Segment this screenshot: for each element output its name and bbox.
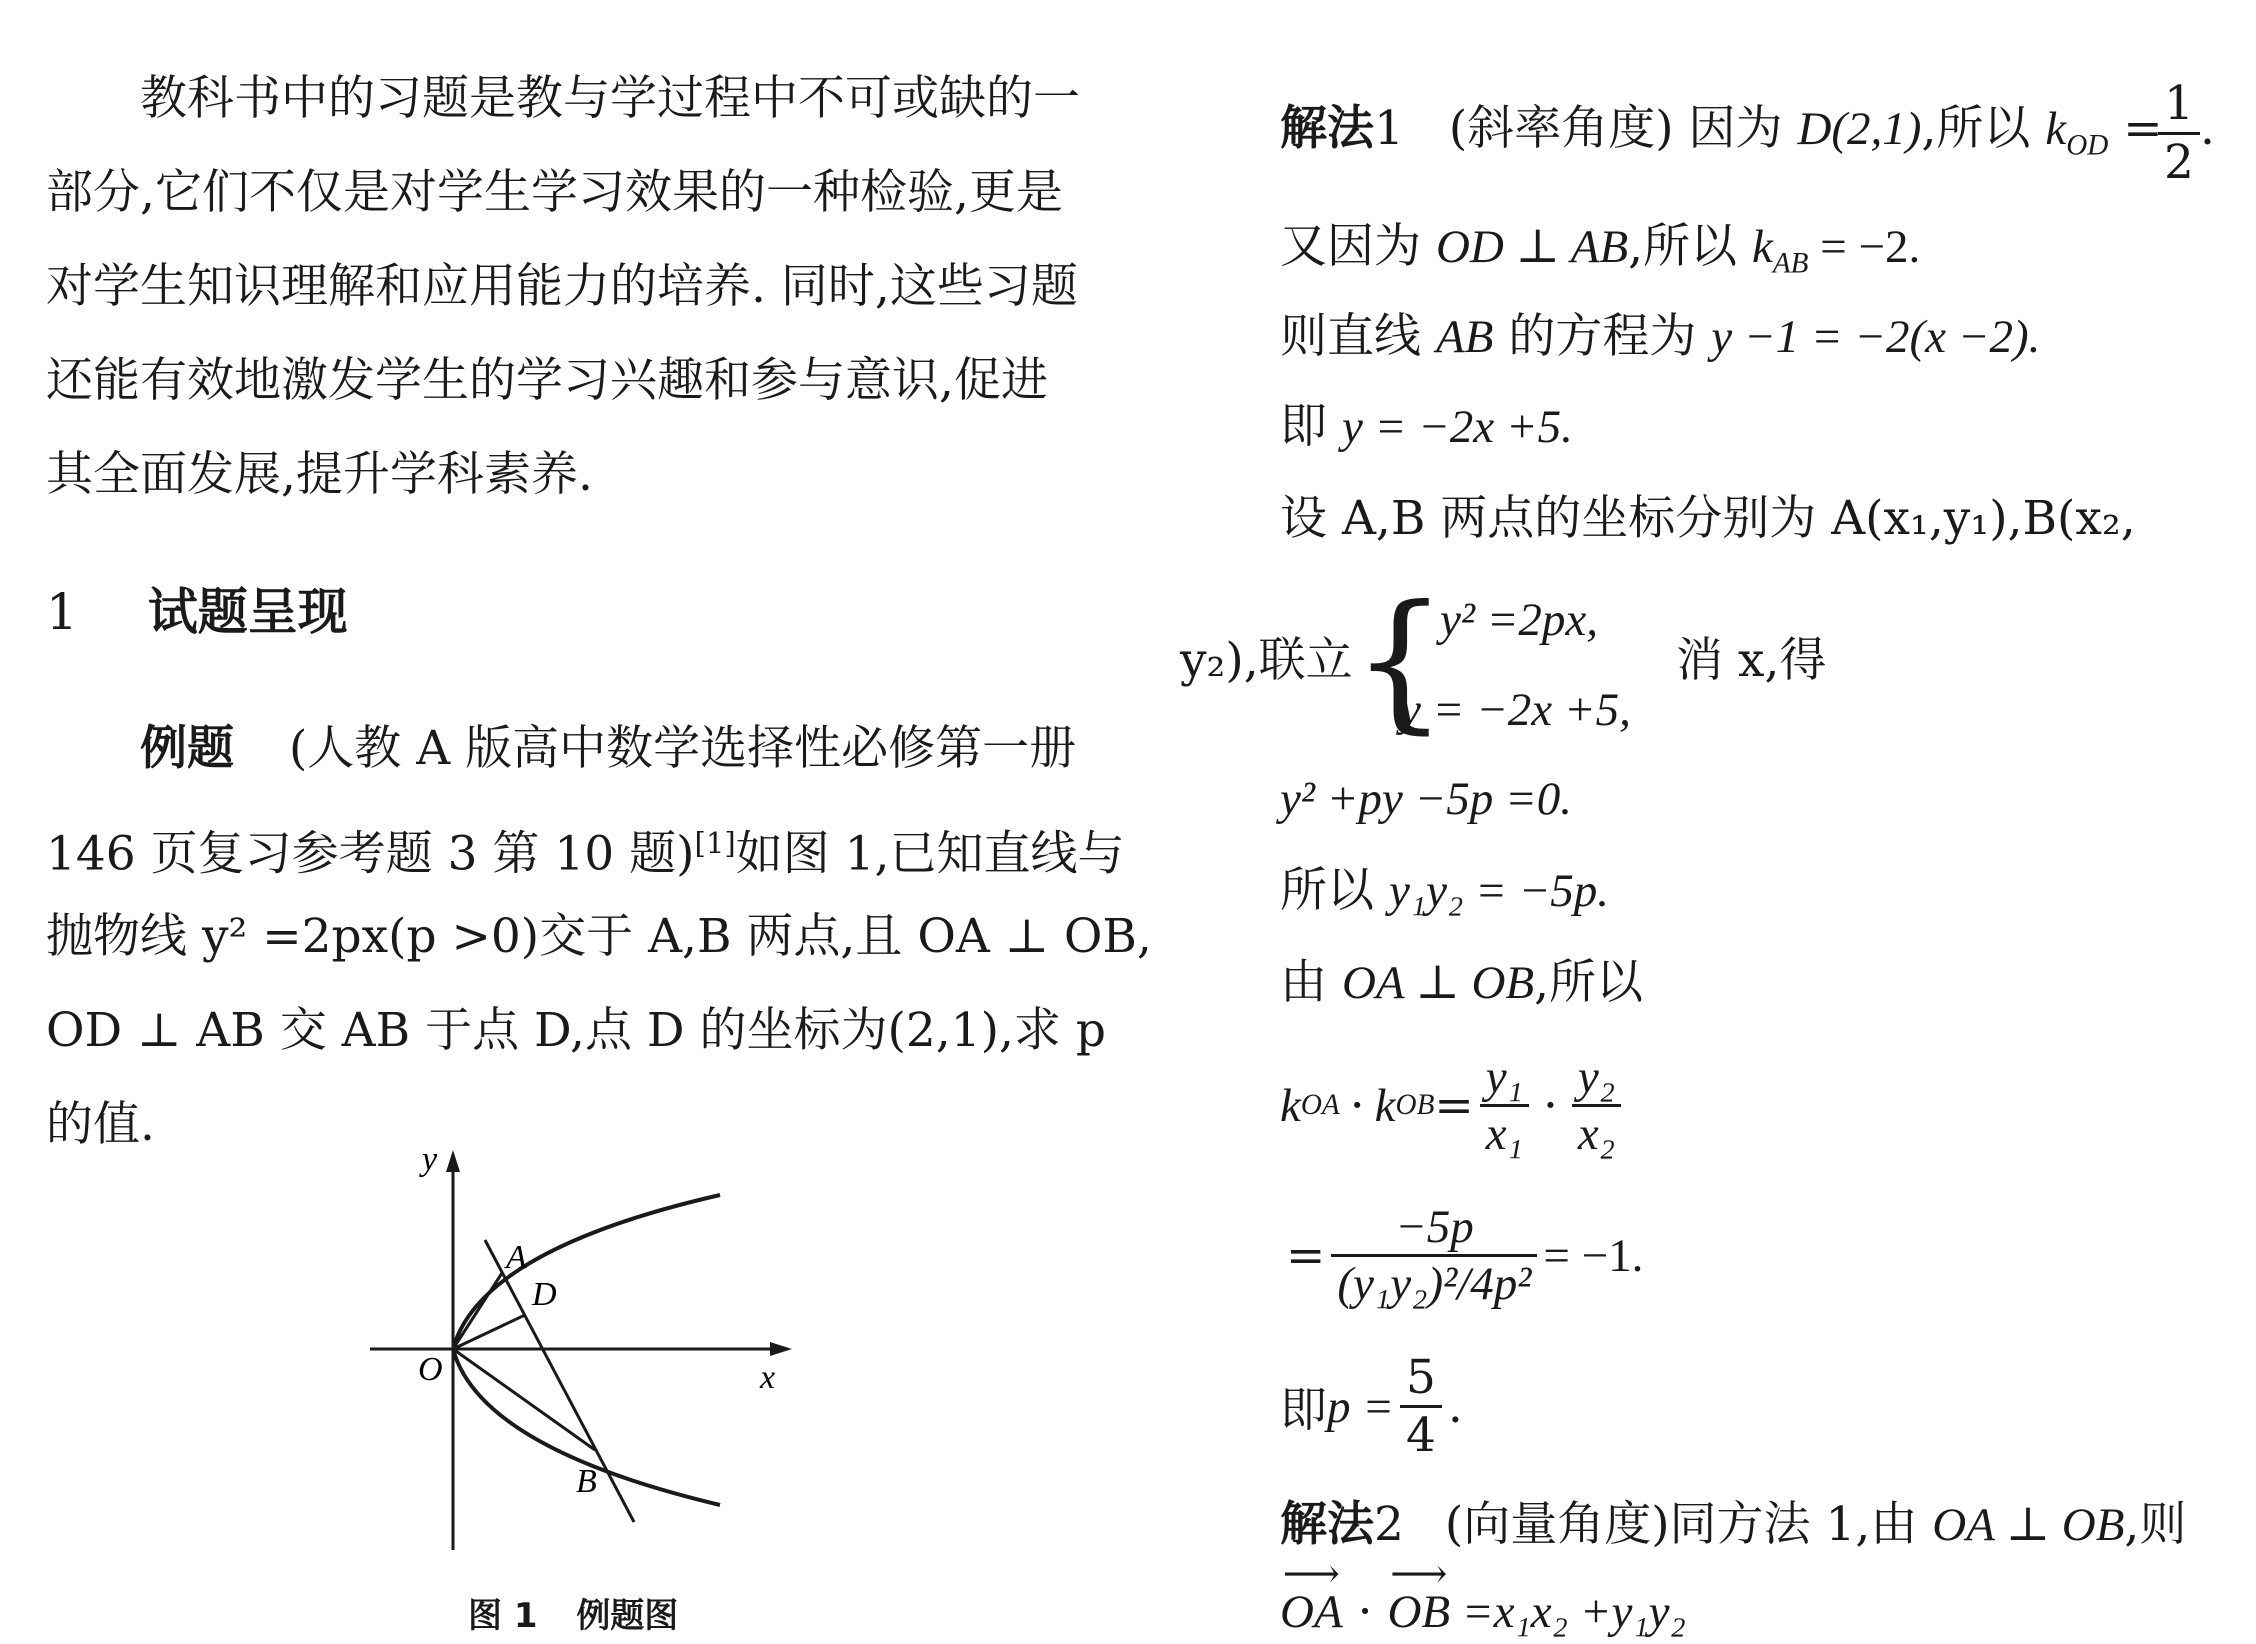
slope-k: k bbox=[2045, 103, 2067, 155]
p-value bbox=[1280, 1350, 1463, 1463]
equals-sign: = bbox=[1286, 1228, 1326, 1283]
label-d: D bbox=[532, 1276, 557, 1313]
math-expr: OA ⊥ OB bbox=[1341, 957, 1535, 1009]
solution1-line5: 设 A,B 两点的坐标分别为 A(x₁,y₁),B(x₂, bbox=[1280, 491, 2136, 546]
x-axis-arrow bbox=[770, 1342, 792, 1356]
solution2-heading: (向量角度)同方法 1,由 bbox=[1444, 1497, 1933, 1552]
solution1-line8 bbox=[1280, 844, 1609, 938]
line-equation: y −1 = −2(x −2). bbox=[1711, 311, 2041, 363]
math-expr: OA ⊥ OB bbox=[1932, 1499, 2125, 1551]
figure-caption bbox=[468, 1588, 678, 1637]
quadratic-equation: y² +py −5p =0. bbox=[1280, 773, 1572, 825]
fraction-numerator: 1 bbox=[2158, 76, 2200, 135]
slope-subscript: AB bbox=[1772, 247, 1809, 280]
line-ab bbox=[485, 1240, 634, 1522]
label-b: B bbox=[576, 1463, 597, 1500]
solution1-label: 解法 bbox=[1280, 101, 1374, 156]
example-line bbox=[140, 702, 1076, 796]
label-origin: O bbox=[418, 1351, 443, 1388]
slope-subscript: OA bbox=[1300, 1089, 1340, 1121]
dot-operator: · bbox=[1542, 1078, 1558, 1133]
solution-text: 即 bbox=[1280, 399, 1342, 454]
slope-subscript: OD bbox=[2066, 129, 2109, 162]
fraction-y2-x2: $\frac{\text{y₂}}{\text{x₂}}$ bbox=[1572, 1050, 1621, 1161]
section-number: 1 bbox=[46, 583, 78, 641]
example-text: 如图 1,已知直线与 bbox=[735, 826, 1125, 882]
solution1-line6b: 消 x,得 bbox=[1676, 633, 1827, 688]
vector-ob: ⟶ OB bbox=[1387, 1584, 1450, 1640]
solution2-label: 解法 bbox=[1280, 1497, 1374, 1552]
intro-line: 还能有效地激发学生的学习兴趣和参与意识,促进 bbox=[46, 353, 1048, 408]
label-x: x bbox=[760, 1359, 776, 1396]
solution1-line6a: y₂),联立 bbox=[1180, 633, 1353, 688]
example-text: 146 页复习参考题 3 第 10 题) bbox=[46, 826, 695, 882]
fraction-result bbox=[1286, 1200, 1643, 1311]
example-line: 抛物线 y² =2px(p >0)交于 A,B 两点,且 OA ⊥ OB, bbox=[46, 909, 1152, 964]
system-eq-1: y² =2px, bbox=[1440, 594, 1599, 646]
system-eq-2: y = −2x +5, bbox=[1400, 684, 1631, 736]
math-expr: = −2. bbox=[1808, 221, 1921, 273]
figure-caption-text: 例题图 bbox=[576, 1596, 679, 1636]
math-expr: OD ⊥ AB bbox=[1435, 221, 1629, 273]
solution2-number: 2 bbox=[1374, 1497, 1404, 1552]
intro-line: 其全面发展,提升学科素养. bbox=[46, 447, 593, 502]
solution-text: 则直线 bbox=[1280, 309, 1421, 364]
vector-dot-product bbox=[1280, 1584, 1686, 1640]
solution1-line4 bbox=[1280, 380, 1573, 474]
equals-sign: = bbox=[1434, 1078, 1474, 1133]
y-axis-arrow bbox=[446, 1150, 460, 1172]
solution1-number: 1 bbox=[1374, 101, 1404, 156]
intro-line: 教科书中的习题是教与学过程中不可或缺的一 bbox=[140, 71, 1080, 126]
solution-text: 所以 bbox=[1280, 863, 1389, 918]
slope-k: k bbox=[1374, 1079, 1396, 1132]
solution-text: ,所以 bbox=[1921, 101, 2031, 156]
period: . bbox=[1447, 1379, 1463, 1434]
math-expr: p = bbox=[1327, 1380, 1394, 1433]
solution-text: 又因为 bbox=[1280, 219, 1421, 274]
solution-text: 由 bbox=[1280, 955, 1342, 1010]
fraction-minus5p: $\frac{-5p}{\text{(y₁y₂)²/4p²}}$ bbox=[1331, 1200, 1537, 1311]
example-line: 的值. bbox=[46, 1097, 155, 1152]
slope-subscript: OB bbox=[1395, 1089, 1435, 1121]
example-line: OD ⊥ AB 交 AB 于点 D,点 D 的坐标为(2,1),求 p bbox=[46, 1003, 1106, 1058]
left-brace: { bbox=[1352, 574, 1448, 748]
section-title: 试题呈现 bbox=[147, 583, 348, 641]
dot-operator: · bbox=[1349, 1078, 1365, 1133]
slope-k: k bbox=[1280, 1079, 1301, 1132]
solution-text: 的方程为 bbox=[1493, 309, 1712, 364]
solution1-line1 bbox=[1280, 82, 2163, 192]
section-heading bbox=[46, 572, 348, 652]
fraction-denominator: 2 bbox=[2164, 135, 2194, 190]
segment-ob bbox=[453, 1349, 595, 1450]
product-roots: y₁y₂ = −5p. bbox=[1388, 865, 1610, 917]
math-expr: =x₁x₂ +y₁y₂ bbox=[1450, 1586, 1686, 1638]
point-d: D(2,1) bbox=[1797, 103, 1922, 155]
fraction-half bbox=[2158, 76, 2200, 191]
figure-caption-number: 图 1 bbox=[468, 1596, 538, 1636]
vector-oa: ⟶ OA bbox=[1280, 1584, 1343, 1640]
solution1-heading: (斜率角度) 因为 bbox=[1448, 101, 1783, 156]
slope-product bbox=[1280, 1050, 1627, 1161]
solution-text: ,所以 bbox=[1628, 219, 1738, 274]
equals-sign: = bbox=[2123, 101, 2163, 156]
fraction-five-fourths: $\frac{5}{4}$ bbox=[1400, 1350, 1442, 1463]
line-equation: y = −2x +5. bbox=[1341, 401, 1573, 453]
fraction-y1-x1: $\frac{\text{y₁}}{\text{x₁}}$ bbox=[1480, 1050, 1529, 1161]
solution1-line9 bbox=[1280, 936, 1643, 1030]
intro-line: 对学生知识理解和应用能力的培养. 同时,这些习题 bbox=[46, 259, 1078, 314]
example-line bbox=[46, 796, 1125, 902]
figure-parabola-diagram bbox=[360, 1140, 800, 1560]
math-expr: AB bbox=[1435, 311, 1494, 363]
slope-k: k bbox=[1752, 221, 1773, 273]
intro-line: 部分,它们不仅是对学生学习效果的一种检验,更是 bbox=[46, 165, 1063, 220]
citation-ref: [1] bbox=[694, 826, 736, 860]
solution-text: ,则 bbox=[2124, 1497, 2187, 1552]
example-label: 例题 bbox=[140, 721, 234, 776]
example-source: (人教 A 版高中数学选择性必修第一册 bbox=[288, 721, 1077, 776]
label-a: A bbox=[506, 1239, 527, 1276]
result-value: = −1. bbox=[1543, 1229, 1644, 1282]
dot-operator: · bbox=[1342, 1584, 1388, 1639]
label-y: y bbox=[422, 1141, 438, 1178]
period: . bbox=[2200, 101, 2215, 156]
solution1-line3 bbox=[1280, 290, 2040, 384]
solution-text: 即 bbox=[1280, 1383, 1327, 1438]
solution-text: ,所以 bbox=[1534, 955, 1644, 1010]
